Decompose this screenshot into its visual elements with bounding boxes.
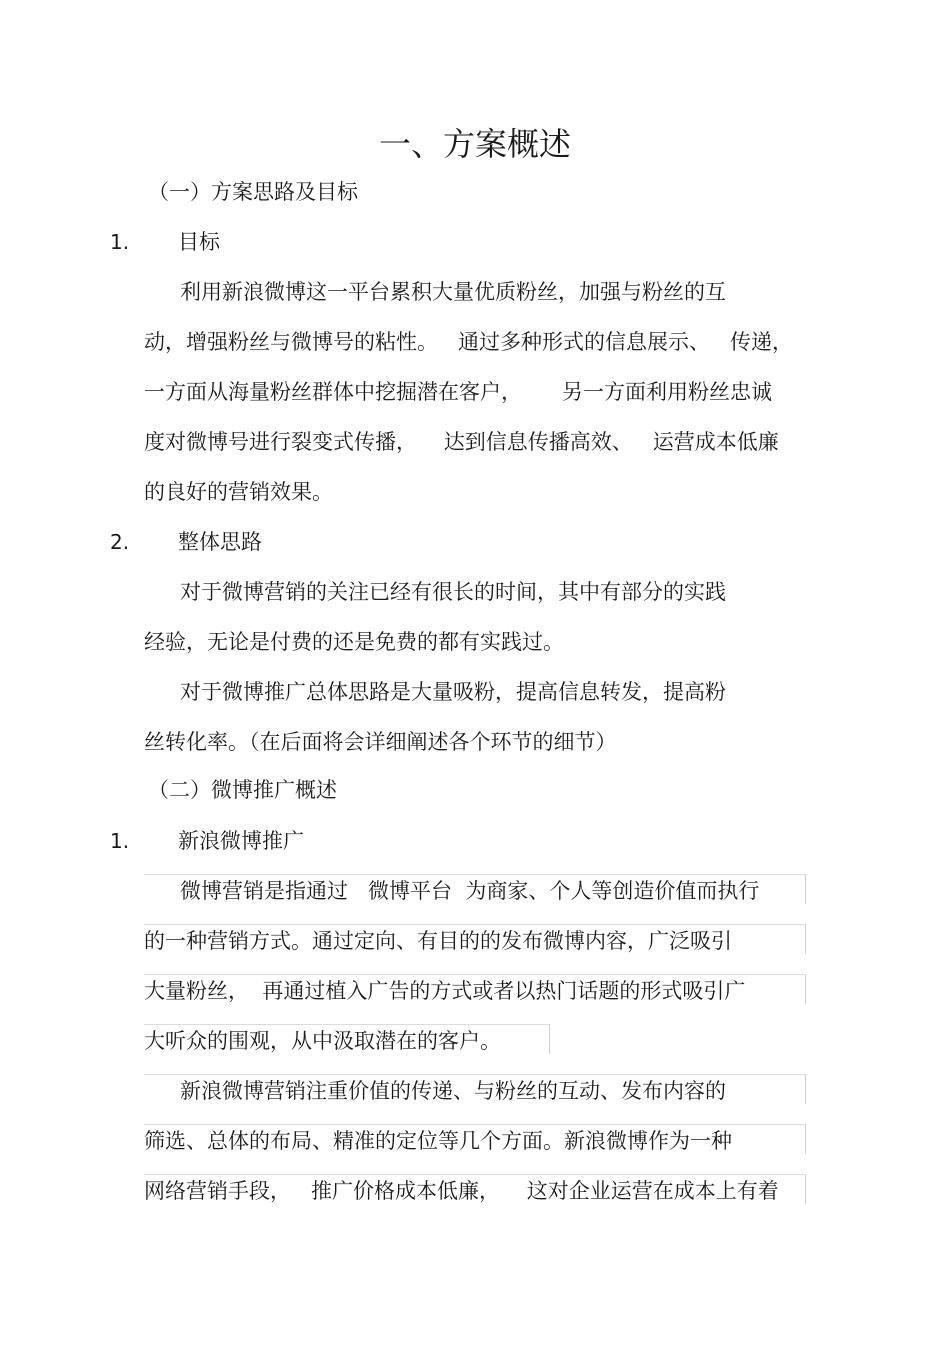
paragraph-line: 筛选、总体的布局、精准的定位等几个方面。新浪微博作为一种 (144, 1129, 732, 1153)
ruling-line (144, 1024, 550, 1025)
paragraph-line: 的良好的营销效果。 (144, 480, 333, 504)
paragraph-line: 度对微博号进行裂变式传播， 达到信息传播高效、 运营成本低廉 (144, 430, 779, 454)
section-heading-2: （二）微博推广概述 (148, 778, 337, 802)
section-heading-1: （一）方案思路及目标 (148, 180, 358, 204)
paragraph-line: 丝转化率。（在后面将会详细阐述各个环节的细节） (144, 730, 617, 754)
item-label: 整体思路 (178, 530, 262, 554)
ruling-line (805, 1124, 806, 1154)
ruling-line (144, 1074, 806, 1075)
ruling-line (144, 874, 806, 875)
ruling-line (144, 1124, 806, 1125)
ruling-line (144, 1174, 806, 1175)
paragraph-line: 网络营销手段， 推广价格成本低廉， 这对企业运营在成本上有着 (144, 1179, 779, 1203)
paragraph-line: 大听众的围观，从中汲取潜在的客户。 (144, 1029, 501, 1053)
item-label: 目标 (178, 230, 220, 254)
paragraph-line: 经验，无论是付费的还是免费的都有实践过。 (144, 630, 564, 654)
page-title: 一、方案概述 (378, 125, 571, 163)
ruling-line (805, 1074, 806, 1104)
ruling-line (144, 924, 806, 925)
item-label: 新浪微博推广 (178, 829, 304, 853)
ruling-line (144, 974, 806, 975)
ruling-line (805, 924, 806, 954)
paragraph-line: 利用新浪微博这一平台累积大量优质粉丝，加强与粉丝的互 (180, 280, 726, 304)
paragraph-line: 大量粉丝， 再通过植入广告的方式或者以热门话题的形式吸引广 (144, 979, 746, 1003)
paragraph-line: 动，增强粉丝与微博号的粘性。 通过多种形式的信息展示、 传递， (144, 330, 794, 354)
ruling-line (805, 1174, 806, 1204)
ruling-line (805, 974, 806, 1004)
paragraph-line: 对于微博营销的关注已经有很长的时间，其中有部分的实践 (180, 580, 726, 604)
paragraph-line: 对于微博推广总体思路是大量吸粉，提高信息转发，提高粉 (180, 680, 726, 704)
item-number: 2. (110, 530, 130, 554)
paragraph-line: 新浪微博营销注重价值的传递、与粉丝的互动、发布内容的 (180, 1079, 726, 1103)
paragraph-line: 一方面从海量粉丝群体中挖掘潜在客户， 另一方面利用粉丝忠诚 (144, 380, 773, 404)
ruling-line (549, 1024, 550, 1054)
paragraph-line: 微博营销是指通过 微博平台 为商家、个人等创造价值而执行 (180, 879, 760, 903)
paragraph-line: 的一种营销方式。通过定向、有目的的发布微博内容，广泛吸引 (144, 929, 732, 953)
ruling-line (805, 874, 806, 904)
item-number: 1. (110, 230, 130, 254)
item-number: 1. (110, 829, 130, 853)
